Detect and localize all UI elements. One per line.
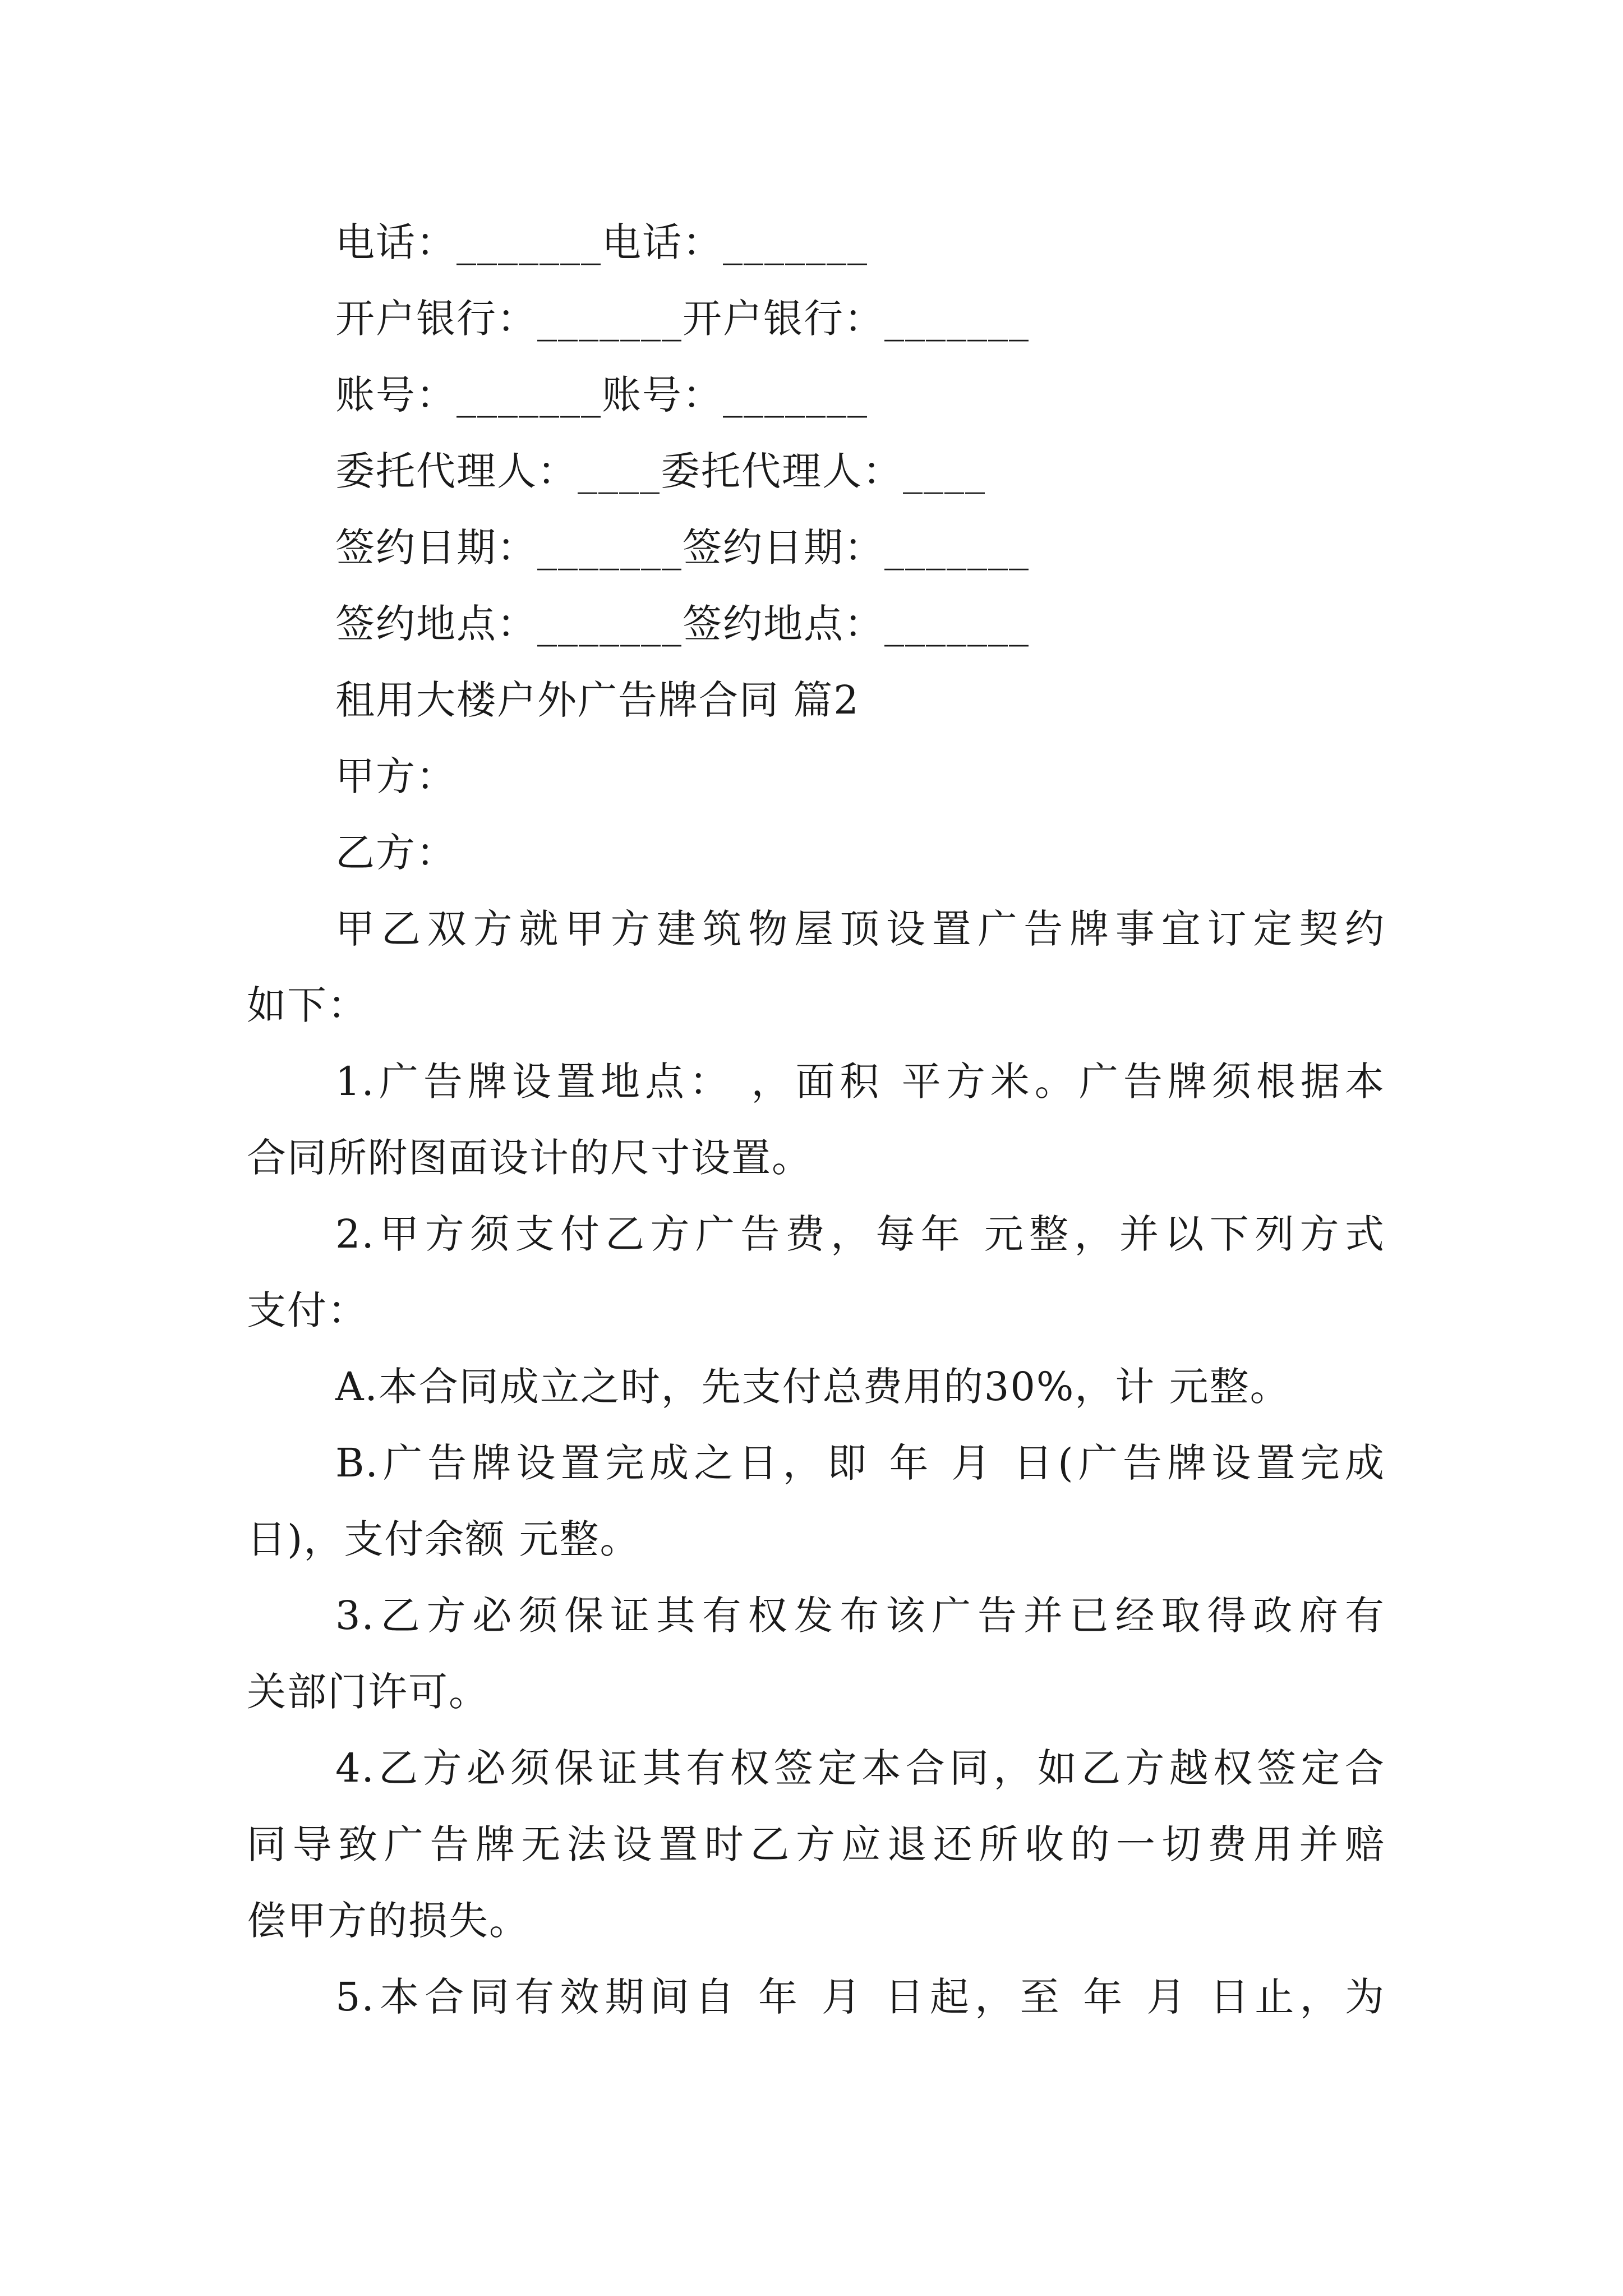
- clause-2-line-1: 2.甲方须支付乙方广告费，每年 元整，并以下列方式: [335, 1211, 1385, 1257]
- clause-4-line-1: 4.乙方必须保证其有权签定本合同，如乙方越权签定合: [335, 1745, 1385, 1791]
- contact-sign-place-line: 签约地点：_______签约地点：_______: [335, 601, 1030, 647]
- contact-sign-date-line: 签约日期：_______签约日期：_______: [335, 524, 1030, 570]
- clause-3-line-1: 3.乙方必须保证其有权发布该广告并已经取得政府有: [335, 1593, 1385, 1639]
- clause-2-line-2: 支付：: [247, 1287, 368, 1333]
- clause-4-line-2: 同导致广告牌无法设置时乙方应退还所收的一切费用并赔: [247, 1821, 1385, 1867]
- clause-2a: A.本合同成立之时，先支付总费用的30%，计 元整。: [335, 1364, 1290, 1410]
- section-title: 租用大楼户外广告牌合同 篇2: [335, 677, 860, 723]
- clause-2b-line-1: B.广告牌设置完成之日，即 年 月 日(广告牌设置完成: [335, 1440, 1385, 1486]
- clause-2b-line-2: 日)，支付余额 元整。: [247, 1516, 640, 1562]
- clause-4-line-3: 偿甲方的损失。: [247, 1898, 529, 1944]
- contact-account-line: 账号：_______账号：_______: [335, 372, 868, 418]
- contact-agent-line: 委托代理人：____委托代理人：____: [335, 448, 986, 494]
- clause-5-line-1: 5.本合同有效期间自 年 月 日起，至 年 月 日止，为: [335, 1974, 1385, 2020]
- clause-1-line-2: 合同所附图面设计的尺寸设置。: [247, 1135, 812, 1181]
- intro-line-2: 如下：: [247, 982, 368, 1028]
- intro-line-1: 甲乙双方就甲方建筑物屋顶设置广告牌事宜订定契约: [335, 906, 1385, 952]
- clause-3-line-2: 关部门许可。: [247, 1669, 489, 1715]
- clause-1-line-1: 1.广告牌设置地点： ，面积 平方米。广告牌须根据本: [335, 1059, 1385, 1105]
- party-b-label: 乙方：: [335, 830, 457, 876]
- contact-bank-line: 开户银行：_______开户银行：_______: [335, 296, 1030, 342]
- contact-phone-line: 电话：_______电话：_______: [335, 219, 868, 265]
- party-a-label: 甲方：: [335, 753, 457, 799]
